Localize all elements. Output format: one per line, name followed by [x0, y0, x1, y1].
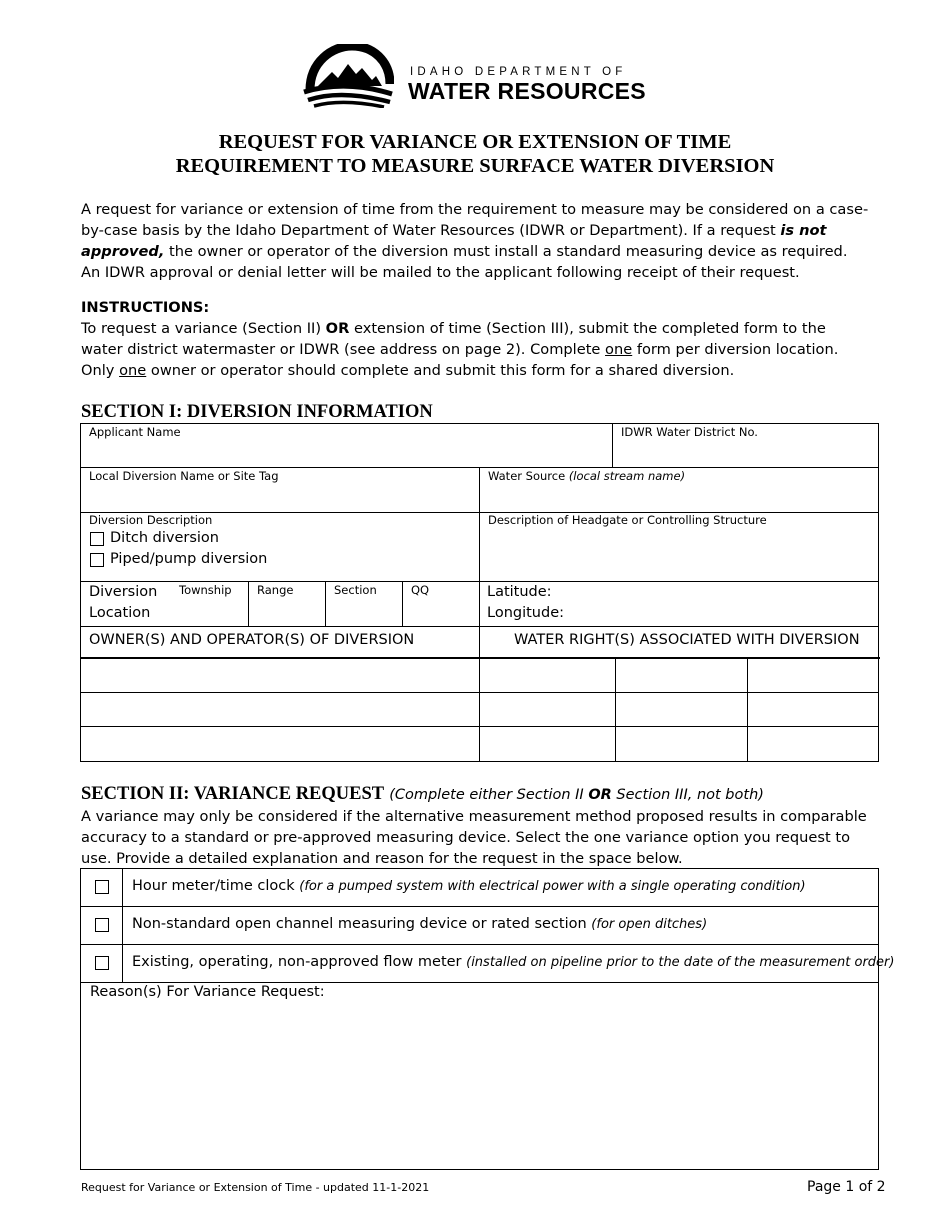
- applicant-name-field[interactable]: [85, 443, 607, 463]
- instructions-text: form per diversion location. Only: [81, 341, 839, 379]
- variance-option-3: [132, 954, 894, 970]
- section2-note-text: Section III, not both): [611, 787, 764, 803]
- headgate-label: Description of Headgate or Controlling Structure: [488, 513, 767, 527]
- hour-meter-checkbox[interactable]: [95, 880, 109, 894]
- footer-form-version: Request for Variance or Extension of Time - updated 11-1-2021: [81, 1181, 430, 1194]
- form-title-line1: REQUEST FOR VARIANCE OR EXTENSION OF TIME: [218, 131, 732, 153]
- option-label: Non-standard open channel measuring device or rated section: [132, 916, 592, 932]
- instructions-one: one: [119, 362, 147, 379]
- intro-text: A request for variance or extension of time from the requirement to measure may be considered on a case-by-case basis by the Idaho Department of Water Resources (IDWR or Department). If a request: [81, 201, 869, 239]
- instructions-heading: INSTRUCTIONS:: [81, 299, 210, 316]
- instructions-one: one: [605, 341, 633, 358]
- water-district-label: IDWR Water District No.: [621, 425, 758, 439]
- section2-note: [389, 787, 764, 803]
- water-rights-header: WATER RIGHT(S) ASSOCIATED WITH DIVERSION: [514, 632, 860, 648]
- township-label: Township: [179, 583, 232, 597]
- instructions-text: owner or operator should complete and submit this form for a shared diversion.: [146, 362, 735, 379]
- section2-heading: SECTION II: VARIANCE REQUEST: [81, 784, 385, 804]
- water-source-label: [488, 469, 685, 483]
- section2-note-or: OR: [588, 787, 612, 803]
- section-label: Section: [334, 583, 377, 597]
- section1-heading: SECTION I: DIVERSION INFORMATION: [81, 402, 433, 422]
- option-note: (for open ditches): [591, 917, 708, 932]
- instructions-or: OR: [325, 320, 350, 337]
- intro-paragraph: [81, 199, 871, 283]
- option-label: Existing, operating, non-approved flow meter: [132, 954, 467, 970]
- section2-description: A variance may only be considered if the alternative measurement method proposed results in comparable accuracy to a standard or pre-approved measuring device. Select the one variance option you request to use. Provide a detailed explanation and reason for the request in the space below.: [81, 808, 867, 867]
- piped-diversion-label: Piped/pump diversion: [110, 551, 268, 567]
- water-source-field[interactable]: [484, 487, 874, 509]
- diversion-location-label-1: Diversion: [89, 584, 158, 600]
- longitude-field[interactable]: [565, 606, 873, 624]
- water-source-note: (local stream name): [568, 469, 686, 483]
- applicant-name-label: Applicant Name: [89, 425, 181, 439]
- qq-label: QQ: [411, 583, 430, 597]
- owners-header: OWNER(S) AND OPERATOR(S) OF DIVERSION: [89, 632, 415, 648]
- instructions-text: extension of time (Section III), submit the completed form to the water district watermaster or IDWR (see address on page 2). Complete: [81, 320, 826, 358]
- intro-text-end: the owner or operator of the diversion must install a standard measuring device as required. An IDWR approval or denial letter will be mailed to the applicant following receipt of their request.: [81, 243, 848, 281]
- page-number: Page 1 of 2: [807, 1179, 886, 1195]
- form-title-line2: REQUIREMENT TO MEASURE SURFACE WATER DIVERSION: [175, 155, 775, 177]
- reason-field[interactable]: [86, 1006, 873, 1164]
- latitude-field[interactable]: [552, 585, 872, 603]
- idwr-logo: [302, 44, 394, 108]
- flow-meter-checkbox[interactable]: [95, 956, 109, 970]
- ditch-diversion-checkbox[interactable]: [90, 532, 104, 546]
- variance-option-2: [132, 916, 707, 932]
- instructions-text: To request a variance (Section II): [81, 320, 326, 337]
- instructions-paragraph: [81, 318, 871, 381]
- section2-note-text: (Complete either Section II: [389, 787, 589, 803]
- water-source-text: Water Source: [488, 469, 569, 483]
- variance-option-1: [132, 878, 806, 894]
- piped-diversion-checkbox[interactable]: [90, 553, 104, 567]
- agency-name-line2: WATER RESOURCES: [408, 78, 646, 104]
- ditch-diversion-label: Ditch diversion: [110, 530, 219, 546]
- water-district-field[interactable]: [617, 443, 875, 463]
- diversion-description-label: Diversion Description: [89, 513, 213, 527]
- diversion-location-label-2: Location: [89, 605, 151, 621]
- form-title: [0, 130, 950, 178]
- option-note: (for a pumped system with electrical power with a single operating condition): [299, 879, 806, 894]
- open-channel-checkbox[interactable]: [95, 918, 109, 932]
- section2-heading-line: [81, 784, 764, 805]
- local-diversion-label: Local Diversion Name or Site Tag: [89, 469, 279, 483]
- option-note: (installed on pipeline prior to the date of the measurement order): [466, 955, 895, 970]
- reason-label: Reason(s) For Variance Request:: [90, 984, 325, 1000]
- headgate-field[interactable]: [484, 532, 874, 577]
- agency-name-line1: IDAHO DEPARTMENT OF: [410, 66, 627, 78]
- intro-emphasis: is not approved,: [81, 222, 827, 260]
- option-label: Hour meter/time clock: [132, 878, 300, 894]
- latitude-label: Latitude:: [487, 584, 552, 600]
- local-diversion-field[interactable]: [85, 487, 475, 509]
- longitude-label: Longitude:: [487, 605, 565, 621]
- range-label: Range: [257, 583, 294, 597]
